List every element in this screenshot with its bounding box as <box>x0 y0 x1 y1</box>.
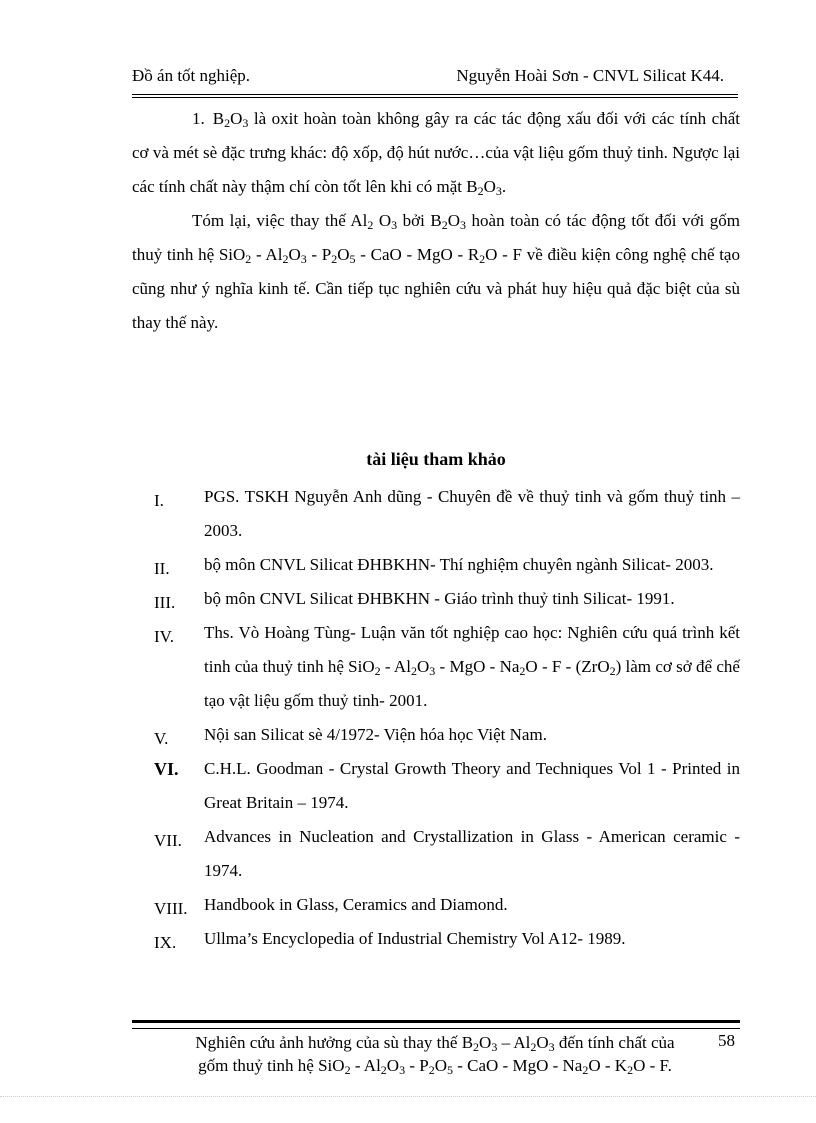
subscript: 2 <box>374 664 381 678</box>
subscript: 2 <box>428 1063 435 1077</box>
subscript: 2 <box>627 1063 634 1077</box>
reference-number: III. <box>154 593 176 612</box>
reference-text: Advances in Nucleation and Crystallization in Glass - American ceramic - 1974. <box>204 827 740 880</box>
reference-text-part: O <box>416 657 430 676</box>
subscript: 2 <box>344 1063 351 1077</box>
subscript: 2 <box>441 218 448 232</box>
subscript: 3 <box>391 218 398 232</box>
subscript: 2 <box>367 218 374 232</box>
subscript: 2 <box>609 664 616 678</box>
paragraph-text: bởi B <box>397 211 442 230</box>
formula-text: O <box>337 245 350 264</box>
reference-item <box>132 480 740 548</box>
header-rule <box>132 94 738 98</box>
formula-text: - P <box>306 245 332 264</box>
paragraph-2 <box>132 204 740 340</box>
reference-text: C.H.L. Goodman - Crystal Growth Theory and Techniques Vol 1 - Printed in Great Britain – 1974. <box>204 759 740 812</box>
reference-item <box>132 616 740 718</box>
reference-number: IX. <box>154 933 177 952</box>
paragraph-1 <box>132 102 740 204</box>
paragraph-text: là oxit hoàn toàn không gây ra các tác động xấu đối với các tính chất cơ và mét sè đặc trưng khác: độ xốp, độ hút nước…của vật liệu gốm thuỷ tinh. Ngược lại các tính chất này thậm chí còn tốt lên khi có mặt B <box>132 109 740 196</box>
subscript: 3 <box>242 116 249 130</box>
footer-text: - P <box>405 1056 429 1075</box>
reference-text-part: Ths. Vò Hoàng Tùng- Luận văn tốt nghiệp cao học: Nghiên cứu quá trình kết tinh của thuỷ tinh hệ SiO <box>204 623 740 676</box>
footer-text: O <box>479 1033 492 1052</box>
footer-rule <box>132 1020 740 1029</box>
reference-text: Ullma’s Encyclopedia of Industrial Chemistry Vol A12- 1989. <box>204 929 626 948</box>
page-header <box>132 66 738 92</box>
reference-item <box>132 752 740 820</box>
reference-item <box>132 548 740 582</box>
reference-number: VIII. <box>154 899 188 918</box>
reference-number: V. <box>154 729 169 748</box>
reference-text: Handbook in Glass, Ceramics and Diamond. <box>204 895 508 914</box>
subscript: 3 <box>429 664 436 678</box>
paragraph-text: O - F về điều kiện công nghệ chế tạo cũng như ý nghĩa kinh tế. Cần tiếp tục nghiên cứu và phát huy hiệu quả đặc biệt của sù thay thế này. <box>132 245 740 332</box>
page-footer <box>150 1031 720 1077</box>
footer-text: - Al <box>350 1056 381 1075</box>
header-right-author: Nguyễn Hoài Sơn - CNVL Silicat K44. <box>456 66 724 85</box>
subscript: 2 <box>477 184 484 198</box>
footer-text: đến tính chất của <box>554 1033 675 1052</box>
subscript: 5 <box>446 1063 453 1077</box>
reference-text-part: - Al <box>380 657 411 676</box>
formula-text: B <box>212 109 225 128</box>
footer-text: – Al <box>497 1033 531 1052</box>
reference-item <box>132 582 740 616</box>
footer-text: O - F. <box>633 1056 672 1075</box>
reference-text: PGS. TSKH Nguyễn Anh dũng - Chuyên đề về thuỷ tinh và gốm thuỷ tinh – 2003. <box>204 487 740 540</box>
subscript: 2 <box>282 252 289 266</box>
subscript: 2 <box>530 1040 537 1054</box>
reference-number: IV. <box>154 627 174 646</box>
subscript: 3 <box>460 218 467 232</box>
page-bottom-divider <box>0 1096 816 1097</box>
subscript: 2 <box>582 1063 589 1077</box>
reference-number: I. <box>154 491 164 510</box>
subscript: 2 <box>473 1040 480 1054</box>
subscript: 2 <box>331 252 338 266</box>
formula-text: O <box>288 245 301 264</box>
subscript: 2 <box>224 116 231 130</box>
subscript: 2 <box>410 664 417 678</box>
formula-text: O <box>230 109 243 128</box>
paragraph-text: . <box>501 177 507 196</box>
subscript: 2 <box>479 252 486 266</box>
subscript: 5 <box>349 252 356 266</box>
footer-text: gốm thuỷ tinh hệ SiO <box>198 1056 345 1075</box>
reference-number: VII. <box>154 831 182 850</box>
reference-number: II. <box>154 559 170 578</box>
paragraph-text: hoàn toàn có tác động tốt đối với gốm thuỷ tinh hệ SiO <box>132 211 740 264</box>
page-number: 58 <box>718 1031 735 1050</box>
reference-text: Nội san Silicat sè 4/1972- Viện hóa học Việt Nam. <box>204 725 547 744</box>
footer-text: - CaO - MgO - Na <box>452 1056 583 1075</box>
footer-text: Nghiên cứu ảnh hưởng của sù thay thế B <box>195 1033 474 1052</box>
paragraph-text: Tóm lại, việc thay thế Al <box>192 211 368 230</box>
reference-item <box>132 922 740 956</box>
footer-line-2 <box>150 1054 720 1077</box>
reference-text: bộ môn CNVL Silicat ĐHBKHN - Giáo trình thuỷ tinh Silicat- 1991. <box>204 589 675 608</box>
reference-item <box>132 820 740 888</box>
header-left-title: Đồ án tốt nghiệp. <box>132 66 251 85</box>
formula-text: - Al <box>251 245 283 264</box>
reference-item <box>132 718 740 752</box>
formula-text: O <box>373 211 392 230</box>
reference-number: VI. <box>154 759 179 779</box>
reference-text-part: ) làm cơ sở để chế tạo vật liệu gốm thuỷ tinh- 2001. <box>204 657 740 710</box>
paragraph-1-number: 1. <box>192 109 205 128</box>
footer-text: O <box>536 1033 549 1052</box>
reference-text: bộ môn CNVL Silicat ĐHBKHN- Thí nghiệm chuyên ngành Silicat- 2003. <box>204 555 714 574</box>
footer-text: O <box>434 1056 447 1075</box>
reference-text-part: - MgO - Na <box>435 657 520 676</box>
formula-text: O <box>483 177 496 196</box>
subscript: 3 <box>399 1063 406 1077</box>
formula-text: - CaO - MgO - R <box>355 245 480 264</box>
subscript: 2 <box>380 1063 387 1077</box>
footer-line-1 <box>150 1031 720 1054</box>
subscript: 2 <box>519 664 526 678</box>
reference-text-part: O - F - (ZrO <box>525 657 610 676</box>
subscript: 3 <box>300 252 307 266</box>
subscript: 3 <box>491 1040 498 1054</box>
reference-item <box>132 888 740 922</box>
reference-text <box>204 616 740 718</box>
subscript: 3 <box>495 184 502 198</box>
footer-text: O <box>386 1056 400 1075</box>
references-list <box>132 480 740 956</box>
subscript: 2 <box>245 252 252 266</box>
formula-text: O <box>447 211 461 230</box>
subscript: 3 <box>548 1040 555 1054</box>
footer-text: O - K <box>588 1056 628 1075</box>
references-title: tài liệu tham khảo <box>366 449 506 469</box>
